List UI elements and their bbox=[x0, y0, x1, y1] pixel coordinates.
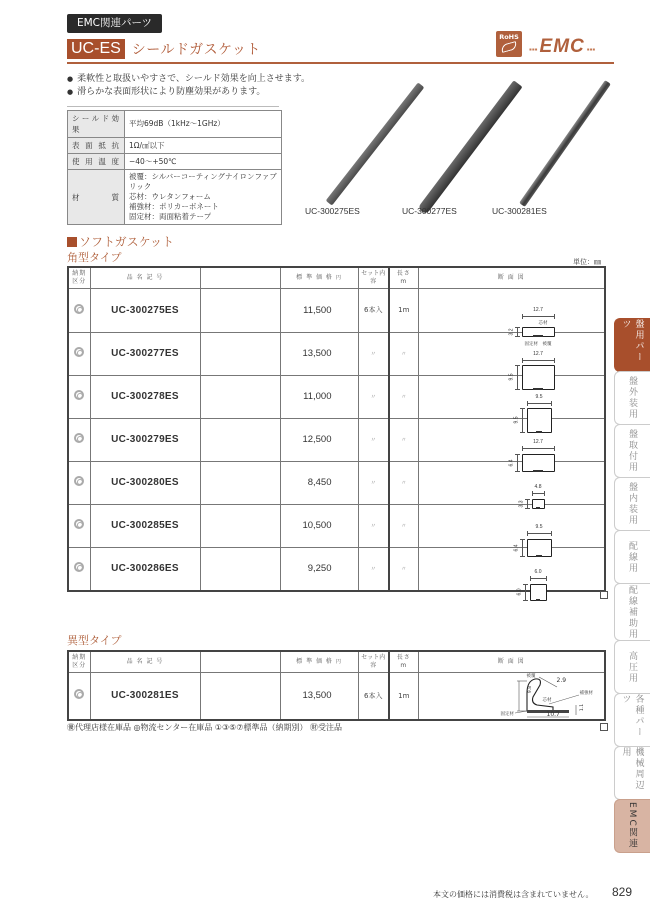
stock-mark bbox=[68, 504, 90, 547]
stock-mark bbox=[68, 375, 90, 418]
header-blank bbox=[200, 267, 280, 288]
legend-item: ①③⑤⑦標準品（納期別） bbox=[214, 723, 308, 732]
cross-section-drawing: 9.5 6.4 bbox=[418, 504, 605, 547]
table-row bbox=[68, 288, 605, 332]
category-badge: EMC関連パーツ bbox=[67, 14, 162, 33]
logo-dots: ▪▪▪ bbox=[586, 45, 596, 54]
feature-item: ● 滑らかな表面形状により防塵効果があります。 bbox=[67, 86, 310, 99]
table-header-row bbox=[68, 267, 605, 288]
section-title bbox=[67, 233, 174, 250]
price: 11,000 bbox=[280, 375, 358, 418]
legend-item: 受注品 bbox=[318, 723, 342, 732]
cross-section-drawing: 9.8 2.9 10.7 1.1 被覆 芯材 補強材 固定材 bbox=[418, 672, 605, 720]
feature-list bbox=[67, 73, 310, 99]
profile-drawing-icon bbox=[479, 673, 599, 719]
header-code: 品 名 記 号 bbox=[90, 267, 200, 288]
table-header-row bbox=[68, 651, 605, 672]
spec-label: 表面抵抗 bbox=[68, 138, 125, 154]
length: 〃 bbox=[389, 418, 418, 461]
section-title-text: ソフトガスケット bbox=[79, 235, 175, 249]
header-code: 品 名 記 号 bbox=[90, 651, 200, 672]
model-badge: UC-ES bbox=[67, 39, 125, 59]
leaf-icon bbox=[500, 41, 518, 53]
photo-caption: UC-300275ES bbox=[305, 206, 360, 216]
double-circle-icon: ◎ bbox=[133, 723, 141, 732]
stock-mark bbox=[68, 547, 90, 591]
header-set: セット内容 bbox=[358, 267, 389, 288]
material-line: 芯材：ウレタンフォーム bbox=[129, 192, 211, 201]
subsection-title-odd: 異型タイプ bbox=[67, 634, 122, 647]
side-tab-various-parts[interactable]: 各種パーツ bbox=[614, 693, 650, 747]
spec-value: −40〜+50℃ bbox=[125, 154, 282, 170]
product-code: UC-300279ES bbox=[90, 418, 200, 461]
table-row bbox=[68, 504, 605, 547]
length: 〃 bbox=[389, 547, 418, 591]
length: 〃 bbox=[389, 504, 418, 547]
corner-marker bbox=[600, 591, 608, 599]
product-code: UC-300286ES bbox=[90, 547, 200, 591]
square-type-table bbox=[67, 266, 606, 596]
product-photo-round bbox=[417, 80, 522, 214]
corner-marker bbox=[600, 723, 608, 731]
stock-mark bbox=[68, 288, 90, 332]
set-content: 6本入 bbox=[358, 672, 389, 720]
header-set: セット内容 bbox=[358, 651, 389, 672]
subsection-title-square: 角型タイプ bbox=[67, 251, 122, 264]
price: 13,500 bbox=[280, 332, 358, 375]
square-bullet-icon bbox=[67, 237, 77, 247]
set-content: 〃 bbox=[358, 461, 389, 504]
spec-label: シールド効果 bbox=[68, 111, 125, 138]
price: 13,500 bbox=[280, 672, 358, 720]
product-photo-flat bbox=[326, 82, 425, 205]
page-number: 829 bbox=[612, 885, 633, 899]
set-content: 〃 bbox=[358, 547, 389, 591]
table-row bbox=[68, 672, 605, 720]
blank-cell bbox=[200, 461, 280, 504]
price: 12,500 bbox=[280, 418, 358, 461]
agent-stock-icon: ㊝ bbox=[67, 723, 75, 732]
side-tab-emc[interactable]: EMC関連 bbox=[614, 799, 650, 853]
side-index-tabs bbox=[614, 318, 650, 852]
header-drawing: 断 面 図 bbox=[418, 651, 605, 672]
double-circle-icon bbox=[74, 562, 84, 572]
header-drawing: 断 面 図 bbox=[418, 267, 605, 288]
emc-logo-text: EMC bbox=[539, 36, 585, 57]
photo-caption: UC-300277ES bbox=[402, 206, 457, 216]
price: 10,500 bbox=[280, 504, 358, 547]
side-tab-panel-mounting[interactable]: 盤取付用 bbox=[614, 424, 650, 478]
cross-section-drawing: 12.7 6.4 bbox=[418, 418, 605, 461]
product-photo-profile bbox=[519, 80, 611, 207]
rohs-icon bbox=[496, 31, 522, 57]
stock-mark bbox=[68, 461, 90, 504]
spec-value: 1Ω/㎠以下 bbox=[125, 138, 282, 154]
logo-dots: ▪▪▪ bbox=[529, 45, 538, 54]
odd-type-table bbox=[67, 650, 606, 721]
material-line: 補強材：ポリカーボネート bbox=[129, 202, 219, 211]
rohs-label: RoHS bbox=[499, 33, 519, 41]
header-price: 標 準 価 格 円 bbox=[280, 267, 358, 288]
emc-logo bbox=[527, 36, 597, 58]
double-circle-icon bbox=[74, 689, 84, 699]
header-length: 長さ m bbox=[389, 651, 418, 672]
table-row bbox=[68, 332, 605, 375]
divider bbox=[67, 106, 279, 107]
stock-mark bbox=[68, 418, 90, 461]
spec-label: 使用温度 bbox=[68, 154, 125, 170]
legend-item: 物流センター在庫品 bbox=[140, 723, 213, 732]
product-code: UC-300275ES bbox=[90, 288, 200, 332]
side-tab-machine-peripheral[interactable]: 機械周辺用 bbox=[614, 746, 650, 800]
blank-cell bbox=[200, 504, 280, 547]
legend-item: 代理店様在庫品 bbox=[75, 723, 131, 732]
cross-section-drawing: 9.5 9.5 bbox=[418, 375, 605, 418]
cross-section-drawing: 6.0 6.0 bbox=[418, 547, 605, 591]
page-title bbox=[67, 38, 261, 60]
spec-label: 材質 bbox=[68, 170, 125, 225]
product-code: UC-300278ES bbox=[90, 375, 200, 418]
spec-table bbox=[67, 110, 282, 225]
length: 1m bbox=[389, 672, 418, 720]
length: 〃 bbox=[389, 461, 418, 504]
length: 〃 bbox=[389, 332, 418, 375]
side-tab-wiring[interactable]: 配線用 bbox=[614, 530, 650, 584]
cross-section-drawing: 12.7 9.5 bbox=[418, 332, 605, 375]
product-photos bbox=[290, 80, 590, 210]
spec-value-material bbox=[125, 170, 282, 225]
double-circle-icon bbox=[74, 476, 84, 486]
spec-value: 平均69dB（1kHz〜1GHz） bbox=[125, 111, 282, 138]
double-circle-icon bbox=[74, 304, 84, 314]
product-code: UC-300281ES bbox=[90, 672, 200, 720]
blank-cell bbox=[200, 288, 280, 332]
header-delivery: 納期 区分 bbox=[68, 651, 90, 672]
feature-item: ● 柔軟性と取扱いやすさで、シールド効果を向上させます。 bbox=[67, 73, 310, 86]
title-divider bbox=[67, 62, 614, 64]
side-tab-wiring-aux[interactable]: 配線補助用 bbox=[614, 583, 650, 641]
material-line: 固定材：両面粘着テープ bbox=[129, 212, 212, 221]
side-tab-high-voltage[interactable]: 高圧用 bbox=[614, 640, 650, 694]
header-price: 標 準 価 格 円 bbox=[280, 651, 358, 672]
side-tab-panel-parts[interactable]: 盤用パーツ bbox=[614, 318, 650, 372]
material-line: 被覆：シルバーコーティングナイロンファブリック bbox=[129, 172, 277, 191]
product-code: UC-300277ES bbox=[90, 332, 200, 375]
set-content: 〃 bbox=[358, 504, 389, 547]
set-content: 〃 bbox=[358, 418, 389, 461]
side-tab-panel-exterior[interactable]: 盤外装用 bbox=[614, 371, 650, 425]
blank-cell bbox=[200, 672, 280, 720]
product-code: UC-300285ES bbox=[90, 504, 200, 547]
blank-cell bbox=[200, 375, 280, 418]
blank-cell bbox=[200, 418, 280, 461]
blank-cell bbox=[200, 547, 280, 591]
photo-caption: UC-300281ES bbox=[492, 206, 547, 216]
double-circle-icon bbox=[74, 390, 84, 400]
price: 8,450 bbox=[280, 461, 358, 504]
double-circle-icon bbox=[74, 347, 84, 357]
cross-section-drawing: 4.8 3.3 bbox=[418, 461, 605, 504]
stock-legend bbox=[67, 722, 342, 733]
cross-section-drawing: 12.7 3.2 芯材 固定材 被覆 bbox=[418, 288, 605, 332]
tax-note: 本文の価格には消費税は含まれていません。 bbox=[433, 890, 594, 899]
stock-mark bbox=[68, 332, 90, 375]
blank-cell bbox=[200, 332, 280, 375]
set-content: 6本入 bbox=[358, 288, 389, 332]
length: 1m bbox=[389, 288, 418, 332]
price: 9,250 bbox=[280, 547, 358, 591]
product-code: UC-300280ES bbox=[90, 461, 200, 504]
unit-label: 単位：㎜ bbox=[573, 258, 601, 266]
header-length: 長さ m bbox=[389, 267, 418, 288]
set-content: 〃 bbox=[358, 375, 389, 418]
order-icon: ㊖ bbox=[310, 723, 318, 732]
set-content: 〃 bbox=[358, 332, 389, 375]
stock-mark bbox=[68, 672, 90, 720]
price: 11,500 bbox=[280, 288, 358, 332]
header-blank bbox=[200, 651, 280, 672]
double-circle-icon bbox=[74, 433, 84, 443]
double-circle-icon bbox=[74, 519, 84, 529]
product-title: シールドガスケット bbox=[131, 42, 261, 58]
length: 〃 bbox=[389, 375, 418, 418]
header-delivery: 納期 区分 bbox=[68, 267, 90, 288]
side-tab-panel-interior[interactable]: 盤内装用 bbox=[614, 477, 650, 531]
